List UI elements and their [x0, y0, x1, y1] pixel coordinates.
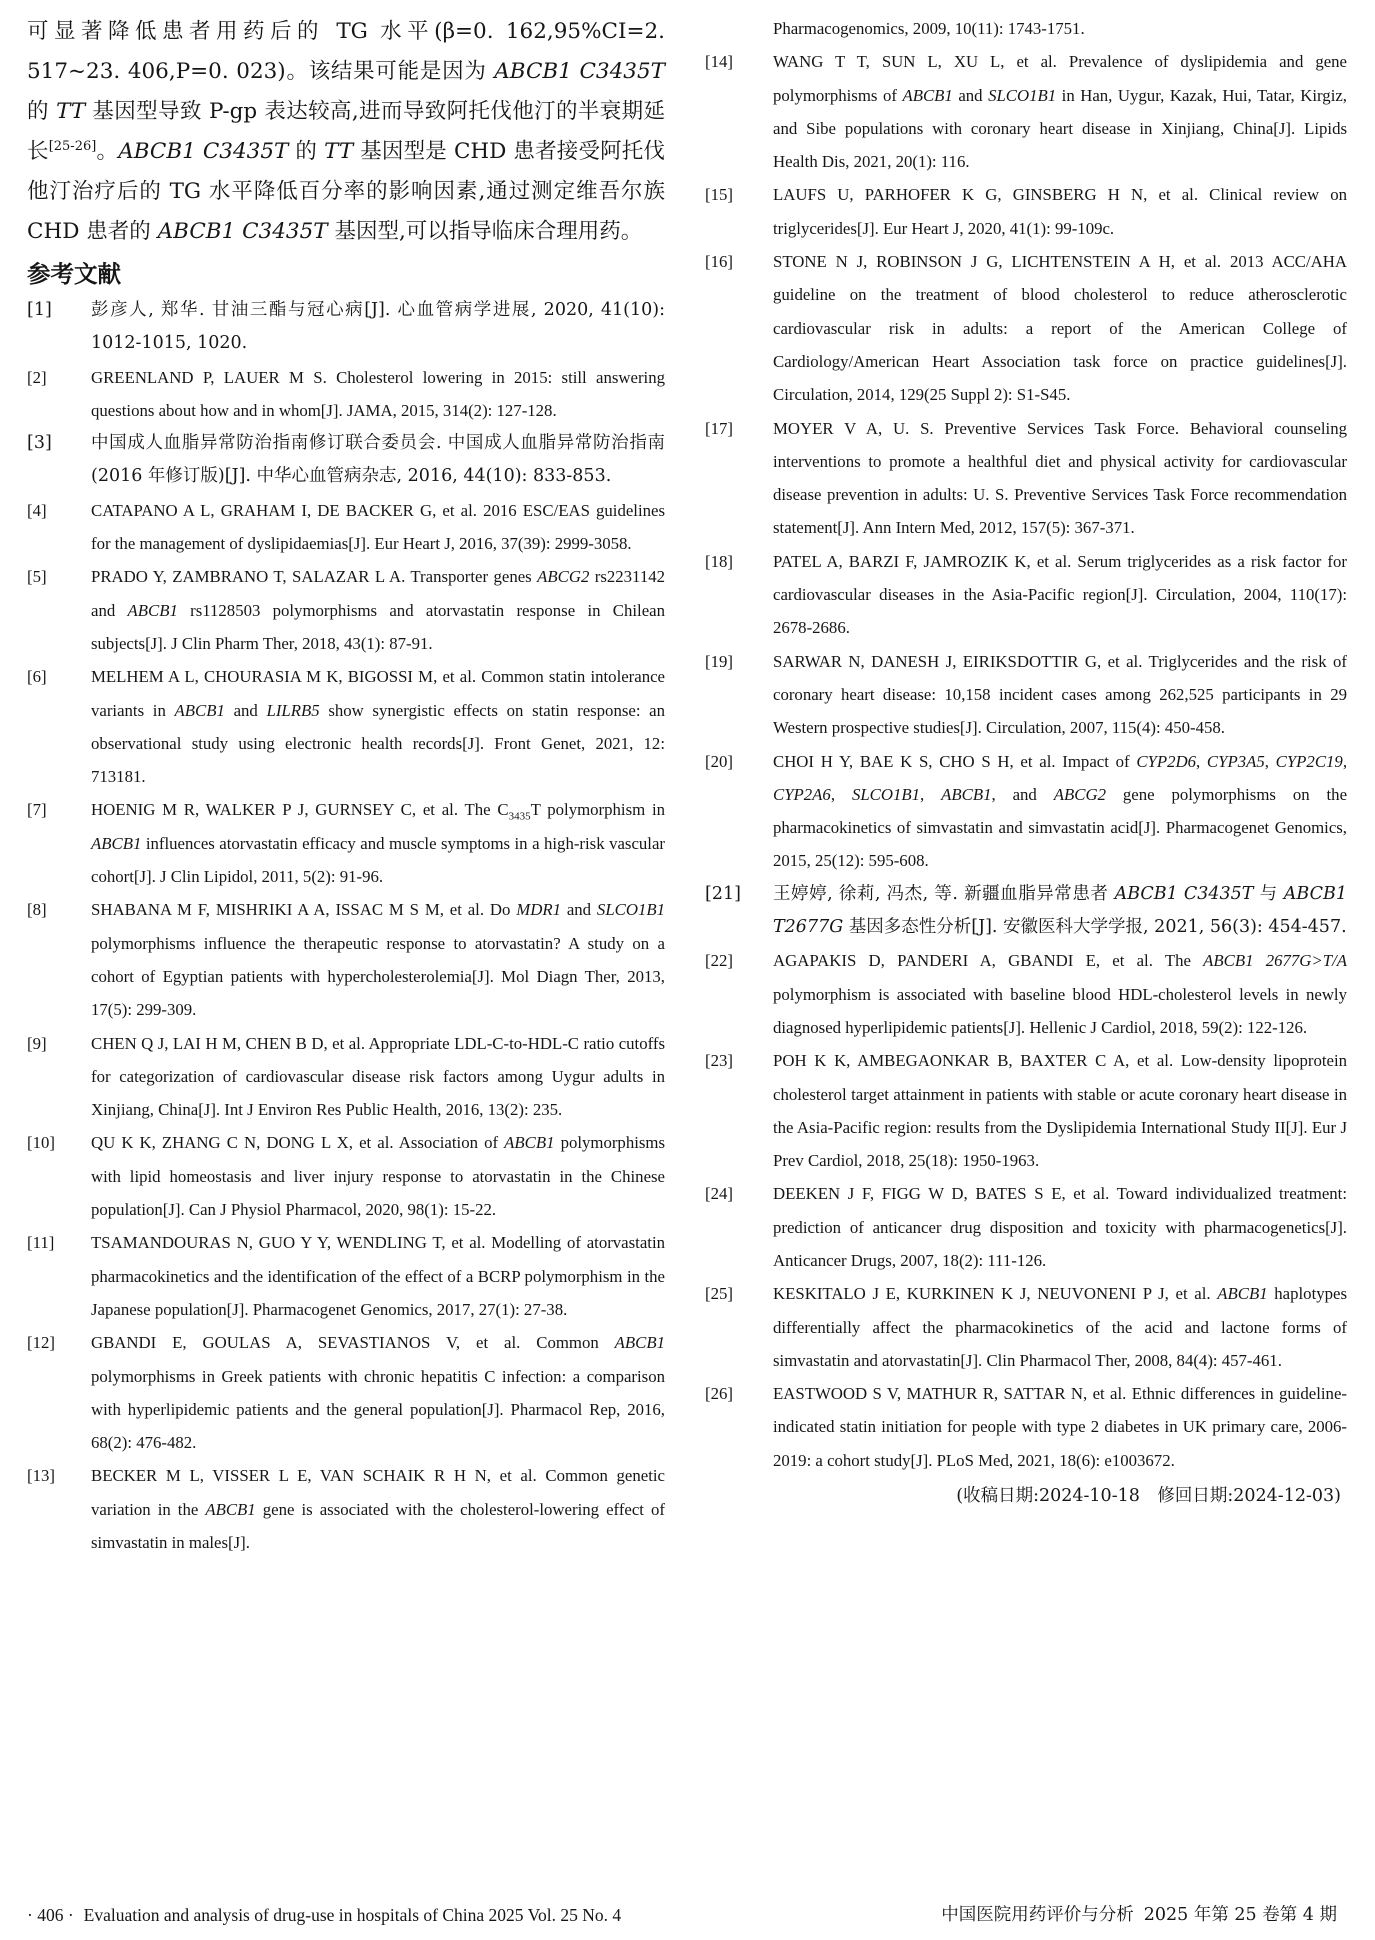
left-column [27, 12, 665, 1559]
reference-item: [15] LAUFS U, PARHOFER K G, GINSBERG H N, et al. Clinical review on triglycerides[J]. Eur Heart J, 2020, 41(1): 99-109c. [705, 185, 1347, 238]
reference-item: [13] BECKER M L, VISSER L E, VAN SCHAIK R H N, et al. Common genetic variation in the ABCB1 gene is associated with the cholesterol-lowering effect of simvastatin in males[J]. [27, 1466, 665, 1552]
reference-item: [19] SARWAR N, DANESH J, EIRIKSDOTTIR G, et al. Triglycerides and the risk of coronary heart disease: 10,158 incident cases among 262,525 participants in 29 Western prospective studies[J]. Circulation, 2007, 115(4): 450-458. [705, 651, 1347, 738]
references-heading: 参考文献 [27, 260, 121, 288]
reference-item: [12] GBANDI E, GOULAS A, SEVASTIANOS V, et al. Common ABCB1 polymorphisms in Greek patients with chronic hepatitis C infection: a comparison with hyperlipidemic patients and the general population[J]. Pharmacol Rep, 2016, 68(2): 476-482. [27, 1333, 665, 1453]
reference-item: [8] SHABANA M F, MISHRIKI A A, ISSAC M S M, et al. Do MDR1 and SLCO1B1 polymorphisms influence the therapeutic response to atorvastatin? A study on a cohort of Egyptian patients with hypercholesterolemia[J]. Mol Diagn Ther, 2013, 17(5): 299-309. [27, 900, 665, 1020]
reference-item: [6] MELHEM A L, CHOURASIA M K, BIGOSSI M, et al. Common statin intolerance variants in ABCB1 and LILRB5 show synergistic effects on statin response: an observational study using electronic health records[J]. Front Genet, 2021, 12: 713181. [27, 667, 665, 787]
page-footer [27, 1902, 1347, 1928]
reference-item: [1] 彭彦人, 郑华. 甘油三酯与冠心病[J]. 心血管病学进展, 2020, 41(10): 1012-1015, 1020. [27, 300, 665, 354]
reference-item-continued: Pharmacogenomics, 2009, 10(11): 1743-1751. [773, 19, 1085, 38]
reference-item: [17] MOYER V A, U. S. Preventive Services Task Force. Behavioral counseling interventions to promote a healthful diet and physical activity for cardiovascular disease prevention in adults: U. S. Preventive Services Task Force recommendation statement[J]. Ann Intern Med, 2012, 157(5): 367-371. [705, 418, 1347, 538]
reference-item: [18] PATEL A, BARZI F, JAMROZIK K, et al. Serum triglycerides as a risk factor for cardiovascular diseases in the Asia-Pacific region[J]. Circulation, 2004, 110(17): 2678-2686. [705, 551, 1347, 638]
reference-item: [22] AGAPAKIS D, PANDERI A, GBANDI E, et al. The ABCB1 2677G>T/A polymorphism is associated with baseline blood HDL-cholesterol levels in newly diagnosed hyperlipidemic patients[J]. Hellenic J Cardiol, 2018, 59(2): 122-126. [705, 951, 1347, 1037]
reference-item: [24] DEEKEN J F, FIGG W D, BATES S E, et al. Toward individualized treatment: prediction of anticancer drug disposition and toxicity with pharmacogenetics[J]. Anticancer Drugs, 2007, 18(2): 111-126. [705, 1184, 1347, 1270]
body-paragraph: 可显著降低患者用药后的 TG 水平(β=0. 162,95%CI=2. 517~23. 406,P=0. 023)。该结果可能是因为 ABCB1 C3435T 的 TT 基因型导致 P-gp 表达较高,进而导致阿托伐他汀的半衰期延长[25-26]。ABCB1 C3435T 的 TT 基因型是 CHD 患者接受阿托伐他汀治疗后的 TG 水平降低百分率的影响因素,通过测定维吾尔族 CHD 患者的 ABCB1 C3435T 基因型,可以指导临床合理用药。 [27, 19, 666, 244]
reference-item: [23] POH K K, AMBEGAONKAR B, BAXTER C A, et al. Low-density lipoprotein cholesterol target attainment in patients with stable or acute coronary heart disease in the Asia-Pacific region: results from the Dyslipidemia International Study II[J]. Eur J Prev Cardiol, 2018, 25(18): 1950-1963. [705, 1051, 1347, 1171]
reference-item: [25] KESKITALO J E, KURKINEN K J, NEUVONENI P J, et al. ABCB1 haplotypes differentially affect the pharmacokinetics of the acid and lactone forms of simvastatin and atorvastatin[J]. Clin Pharmacol Ther, 2008, 84(4): 457-461. [705, 1284, 1347, 1370]
reference-item: [16] STONE N J, ROBINSON J G, LICHTENSTEIN A H, et al. 2013 ACC/AHA guideline on the treatment of blood cholesterol to reduce atherosclerotic cardiovascular risk in adults: a report of the American College of Cardiology/American Heart Association task force on practice guidelines[J]. Circulation, 2014, 129(25 Suppl 2): S1-S45. [705, 252, 1347, 405]
page-number: · 406 · [27, 1905, 74, 1925]
reference-item: [21] 王婷婷, 徐莉, 冯杰, 等. 新疆血脂异常患者 ABCB1 C3435T 与 ABCB1 T2677G 基因多态性分析[J]. 安徽医科大学学报, 2021, 56(3): 454-457. [705, 883, 1347, 938]
journal-name-en: Evaluation and analysis of drug-use in hospitals of China 2025 Vol. 25 No. 4 [83, 1905, 622, 1925]
footer-right [941, 1902, 1347, 1928]
footer-left [27, 1902, 631, 1928]
citation-superscript: [25-26] [48, 138, 97, 154]
reference-item: [26] EASTWOOD S V, MATHUR R, SATTAR N, et al. Ethnic differences in guideline-indicated statin initiation for people with type 2 diabetes in UK primary care, 2006-2019: a cohort study[J]. PLoS Med, 2021, 18(6): e1003672. [705, 1384, 1347, 1470]
reference-item: [3] 中国成人血脂异常防治指南修订联合委员会. 中国成人血脂异常防治指南(2016 年修订版)[J]. 中华心血管病杂志, 2016, 44(10): 833-853. [27, 433, 665, 487]
reference-item: [4] CATAPANO A L, GRAHAM I, DE BACKER G, et al. 2016 ESC/EAS guidelines for the management of dyslipidaemias[J]. Eur Heart J, 2016, 37(39): 2999-3058. [27, 500, 665, 554]
reference-item: [10] QU K K, ZHANG C N, DONG L X, et al. Association of ABCB1 polymorphisms with lipid homeostasis and liver injury response to atorvastatin in the Chinese population[J]. Can J Physiol Pharmacol, 2020, 98(1): 15-22. [27, 1133, 665, 1220]
reference-item: [2] GREENLAND P, LAUER M S. Cholesterol lowering in 2015: still answering questions about how and in whom[J]. JAMA, 2015, 314(2): 127-128. [27, 367, 665, 420]
reference-item: [5] PRADO Y, ZAMBRANO T, SALAZAR L A. Transporter genes ABCG2 rs2231142 and ABCB1 rs1128503 polymorphisms and atorvastatin response in Chilean subjects[J]. J Clin Pharm Ther, 2018, 43(1): 87-91. [27, 567, 665, 653]
reference-item: [9] CHEN Q J, LAI H M, CHEN B D, et al. Appropriate LDL-C-to-HDL-C ratio cutoffs for categorization of cardiovascular disease risk factors among Uygur adults in Xinjiang, China[J]. Int J Environ Res Public Health, 2016, 13(2): 235. [27, 1033, 665, 1120]
right-column [705, 12, 1347, 1513]
received-revised-dates: (收稿日期:2024-10-18 修回日期:2024-12-03) [956, 1486, 1341, 1507]
journal-name-cn: 中国医院用药评价与分析 [941, 1905, 1134, 1925]
reference-item: [7] HOENIG M R, WALKER P J, GURNSEY C, et al. The $C_{3435}T$ polymorphism in ABCB1 influences atorvastatin efficacy and muscle symptoms in a high-risk vascular cohort[J]. J Clin Lipidol, 2011, 5(2): 91-96. [27, 800, 665, 887]
reference-item: [20] CHOI H Y, BAE K S, CHO S H, et al. Impact of CYP2D6, CYP3A5, CYP2C19, CYP2A6, SLCO1B1, ABCB1, and ABCG2 gene polymorphisms on the pharmacokinetics of simvastatin and simvastatin acid[J]. Pharmacogenet Genomics, 2015, 25(12): 595-608. [705, 751, 1348, 871]
reference-item: [11] TSAMANDOURAS N, GUO Y Y, WENDLING T, et al. Modelling of atorvastatin pharmacokinetics and the identification of the effect of a BCRP polymorphism in the Japanese population[J]. Pharmacogenet Genomics, 2017, 27(1): 27-38. [27, 1233, 665, 1319]
issue-info-cn: 2025 年第 25 卷第 4 期 [1143, 1905, 1337, 1925]
reference-item: [14] WANG T T, SUN L, XU L, et al. Prevalence of dyslipidemia and gene polymorphisms of ABCB1 and SLCO1B1 in Han, Uygur, Kazak, Hui, Tatar, Kirgiz, and Sibe populations with coronary heart disease in Xinjiang, China[J]. Lipids Health Dis, 2021, 20(1): 116. [705, 52, 1347, 172]
